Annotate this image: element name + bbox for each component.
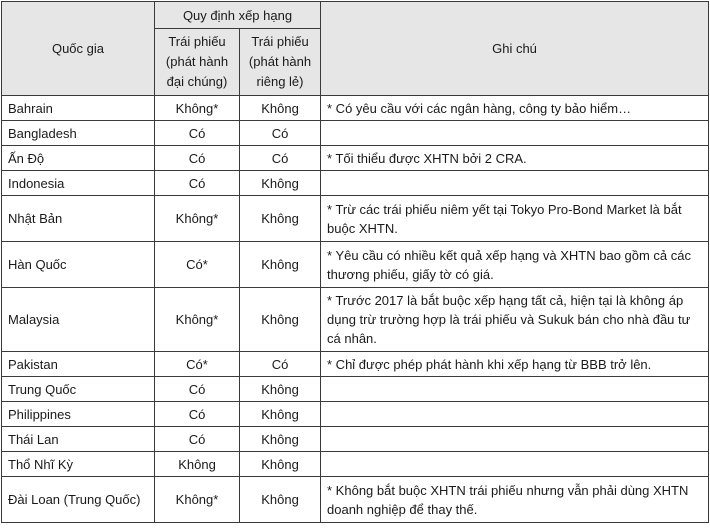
- country-cell: Philippines: [2, 402, 155, 427]
- public-bond-cell: Có: [155, 402, 240, 427]
- header-private-bond-label: Trái phiếu (phát hành riêng lẻ): [248, 34, 312, 89]
- table-row: [2, 427, 709, 452]
- public-bond-cell: Không*: [155, 477, 240, 523]
- private-bond-cell: Có: [240, 121, 321, 146]
- table-row: [2, 121, 709, 146]
- country-cell: Đài Loan (Trung Quốc): [2, 477, 155, 523]
- note-cell: * Không bắt buộc XHTN trái phiếu nhưng vẫn phải dùng XHTN doanh nghiệp để thay thế.: [321, 477, 709, 523]
- private-bond-cell: Không: [240, 96, 321, 121]
- country-cell: Bahrain: [2, 96, 155, 121]
- public-bond-cell: Có: [155, 377, 240, 402]
- private-bond-cell: Không: [240, 452, 321, 477]
- table-row: [2, 352, 709, 377]
- country-cell: Pakistan: [2, 352, 155, 377]
- public-bond-cell: Có: [155, 427, 240, 452]
- header-public-bond: [155, 29, 240, 96]
- note-cell: [321, 452, 709, 477]
- private-bond-cell: Không: [240, 242, 321, 288]
- private-bond-cell: Không: [240, 427, 321, 452]
- private-bond-cell: Không: [240, 171, 321, 196]
- table-row: [2, 146, 709, 171]
- table-row: [2, 402, 709, 427]
- table-header: [2, 2, 709, 96]
- country-cell: Ấn Độ: [2, 146, 155, 171]
- note-cell: * Trừ các trái phiếu niêm yết tại Tokyo Pro-Bond Market là bắt buộc XHTN.: [321, 196, 709, 242]
- private-bond-cell: Không: [240, 402, 321, 427]
- public-bond-cell: Không*: [155, 96, 240, 121]
- header-regulation: Quy định xếp hạng: [155, 2, 321, 29]
- note-cell: * Yêu cầu có nhiều kết quả xếp hạng và XHTN bao gồm cả các thương phiếu, giấy tờ có giá.: [321, 242, 709, 288]
- table-row: [2, 96, 709, 121]
- public-bond-cell: Có: [155, 121, 240, 146]
- rating-regulation-table: [1, 1, 709, 523]
- note-cell: * Trước 2017 là bắt buộc xếp hạng tất cả, hiện tại là không áp dụng trừ trường hợp là trái phiếu và Sukuk bán cho nhà đầu tư cá nhân.: [321, 288, 709, 352]
- table-row: [2, 452, 709, 477]
- note-cell: * Có yêu cầu với các ngân hàng, công ty bảo hiểm…: [321, 96, 709, 121]
- note-cell: [321, 377, 709, 402]
- table-row: [2, 288, 709, 352]
- header-public-bond-label: Trái phiếu (phát hành đại chúng): [165, 34, 229, 89]
- private-bond-cell: Có: [240, 146, 321, 171]
- note-cell: * Tối thiểu được XHTN bởi 2 CRA.: [321, 146, 709, 171]
- public-bond-cell: Có: [155, 171, 240, 196]
- header-note: Ghi chú: [321, 2, 709, 96]
- country-cell: Hàn Quốc: [2, 242, 155, 288]
- country-cell: Thái Lan: [2, 427, 155, 452]
- country-cell: Trung Quốc: [2, 377, 155, 402]
- private-bond-cell: Có: [240, 352, 321, 377]
- country-cell: Malaysia: [2, 288, 155, 352]
- private-bond-cell: Không: [240, 288, 321, 352]
- note-cell: [321, 402, 709, 427]
- table-body: [2, 96, 709, 523]
- country-cell: Nhật Bản: [2, 196, 155, 242]
- note-cell: * Chỉ được phép phát hành khi xếp hạng từ BBB trở lên.: [321, 352, 709, 377]
- header-country: Quốc gia: [2, 2, 155, 96]
- header-private-bond: [240, 29, 321, 96]
- note-cell: [321, 427, 709, 452]
- private-bond-cell: Không: [240, 477, 321, 523]
- table-row: [2, 196, 709, 242]
- country-cell: Thổ Nhĩ Kỳ: [2, 452, 155, 477]
- table-row: [2, 242, 709, 288]
- table-row: [2, 477, 709, 523]
- note-cell: [321, 171, 709, 196]
- public-bond-cell: Không*: [155, 196, 240, 242]
- note-cell: [321, 121, 709, 146]
- public-bond-cell: Không: [155, 452, 240, 477]
- country-cell: Indonesia: [2, 171, 155, 196]
- table-row: [2, 377, 709, 402]
- private-bond-cell: Không: [240, 196, 321, 242]
- country-cell: Bangladesh: [2, 121, 155, 146]
- public-bond-cell: Có: [155, 146, 240, 171]
- public-bond-cell: Không*: [155, 288, 240, 352]
- table-row: [2, 171, 709, 196]
- public-bond-cell: Có*: [155, 242, 240, 288]
- public-bond-cell: Có*: [155, 352, 240, 377]
- private-bond-cell: Không: [240, 377, 321, 402]
